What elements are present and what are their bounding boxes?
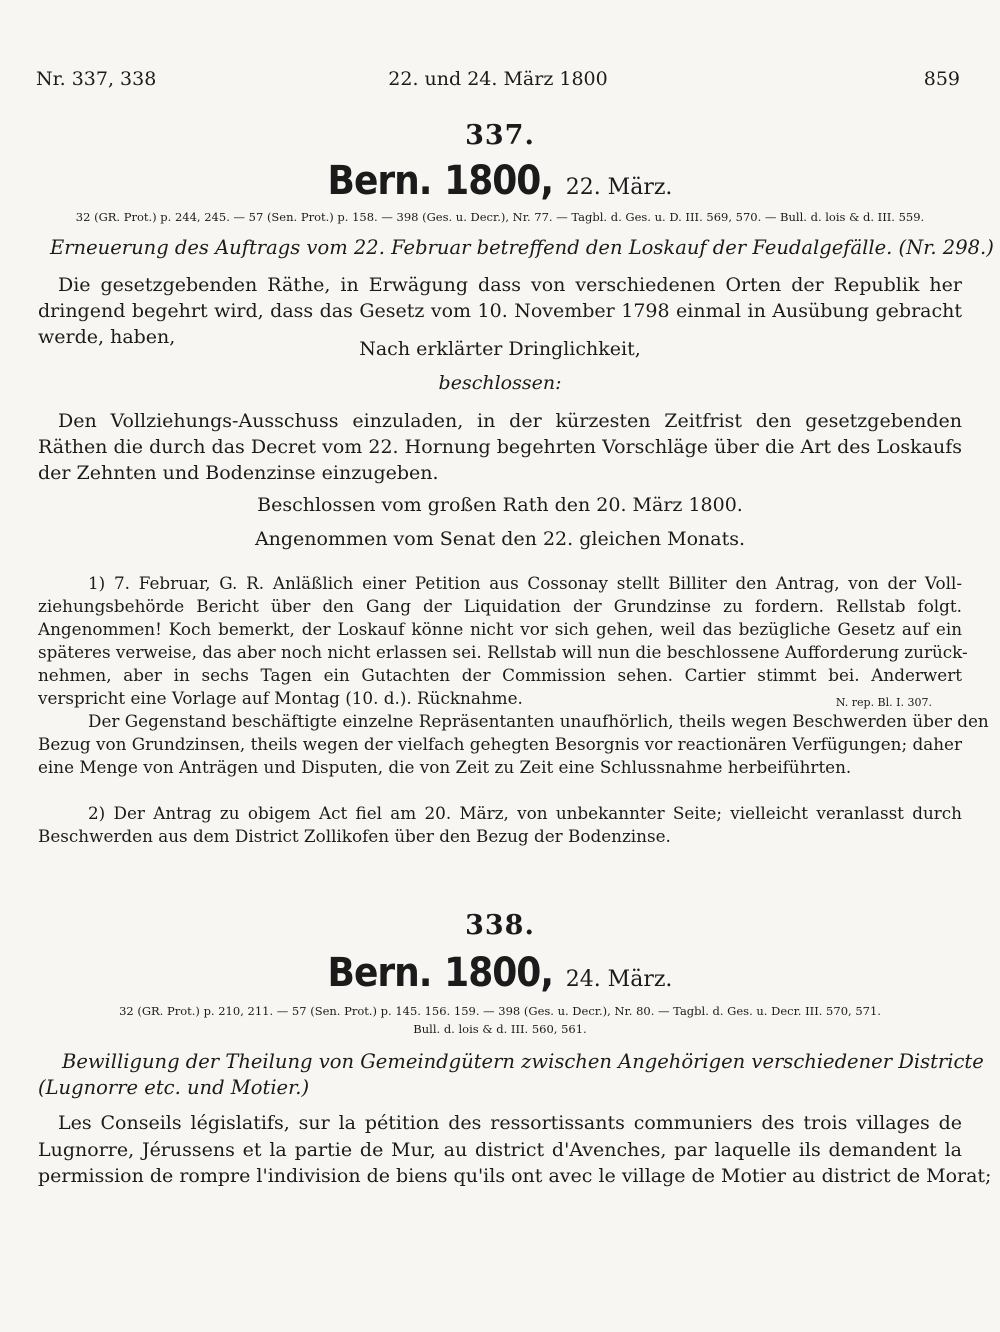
doc-338-text <box>38 1110 992 1190</box>
footnote-1-source: N. rep. Bl. I. 307. <box>835 696 932 709</box>
doc-337-place: Bern. <box>327 158 432 204</box>
doc-338-references-2: Bull. d. lois & d. III. 560, 561. <box>413 1022 587 1036</box>
doc-337-number: 337. <box>465 120 535 151</box>
doc-337-passed-senate: Angenommen vom Senat den 22. gleichen Monats. <box>254 528 746 550</box>
doc-337-date: 22. März. <box>565 175 673 200</box>
doc-338-number: 338. <box>465 910 535 941</box>
footnote-1-line: Angenommen! Koch bemerkt, der Loskauf könne nicht vor sich gehen, weil das bezügliche Gesetz auf ein <box>38 619 962 639</box>
doc-338-heading <box>0 950 1000 996</box>
footnote-2-line: Beschwerden aus dem District Zollikofen über den Bezug der Bodenzinse. <box>38 826 671 846</box>
doc-338-subject-line-1: Bewilligung der Theilung von Gemeindgütern zwischen Angehörigen verschiedener Districte <box>62 1050 984 1073</box>
footnote-1-line: nehmen, aber in sechs Tagen ein Gutachten der Commission sehen. Cartier stimmt bei. Anderwert <box>38 665 962 685</box>
doc-338-subject-line-2: (Lugnorre etc. und Motier.) <box>38 1076 310 1099</box>
doc-337-footnote-2 <box>38 802 962 848</box>
doc-337-heading <box>0 158 1000 204</box>
header-dates: 22. und 24. März 1800 <box>388 68 608 90</box>
doc-337-decree: Den Vollziehungs-Ausschuss einzuladen, in der kürzesten Zeitfrist den gesetzgebenden Räthen die durch das Decret vom 22. Hornung begehrten Vorschläge über die Art des Loskaufs der Zehnten und Bodenzinse einzugeben. <box>38 410 962 484</box>
doc-338-year: 1800, <box>444 950 553 996</box>
doc-338-references-1: 32 (GR. Prot.) p. 210, 211. — 57 (Sen. Prot.) p. 145. 156. 159. — 398 (Ges. u. Decr.), Nr. 80. — Tagbl. d. Ges. u. Decr. III. 570, 571. <box>119 1004 881 1018</box>
doc-338-text-line: Les Conseils législatifs, sur la pétition des ressortissants communiers des trois villages de <box>58 1112 962 1134</box>
doc-337-year: 1800, <box>444 158 553 204</box>
doc-337-urgency: Nach erklärter Dringlichkeit, <box>359 338 641 360</box>
doc-338-place: Bern. <box>327 950 432 996</box>
footnote-1b-line: Bezug von Grundzinsen, theils wegen der vielfach gehegten Besorgnis vor reactionären Verfügungen; daher <box>38 734 962 754</box>
footnote-2-line: 2) Der Antrag zu obigem Act fiel am 20. März, von unbekannter Seite; vielleicht veranlasst durch <box>88 803 962 823</box>
doc-338-text-line: Lugnorre, Jérussens et la partie de Mur, au district d'Avenches, par laquelle ils demandent la <box>38 1138 962 1161</box>
doc-337-intro: Die gesetzgebenden Räthe, in Erwägung dass von verschiedenen Orten der Republik her dringend begehrt wird, dass das Gesetz vom 10. November 1798 einmal in Ausübung gebracht werde, haben, <box>38 274 962 348</box>
footnote-1-line: späteres verweise, das aber noch nicht erlassen sei. Rellstab will nun die beschlossene Aufforderung zurück- <box>38 642 968 662</box>
footnote-1-line: 1) 7. Februar, G. R. Anläßlich einer Petition aus Cossonay stellt Billiter den Antrag, von der Voll- <box>88 573 962 593</box>
doc-337-references: 32 (GR. Prot.) p. 244, 245. — 57 (Sen. Prot.) p. 158. — 398 (Ges. u. Decr.), Nr. 77. — Tagbl. d. Ges. u. D. III. 569, 570. — Bull. d. lois & d. III. 559. <box>75 210 925 224</box>
doc-337-footnote-1 <box>38 572 989 779</box>
page-number: 859 <box>923 68 960 90</box>
page-header <box>36 68 960 94</box>
footnote-1-line: ziehungsbehörde Bericht über den Gang der Liquidation der Grundzinse zu fordern. Rellstab folgt. <box>38 596 962 616</box>
doc-337-subject: Erneuerung des Auftrags vom 22. Februar betreffend den Loskauf der Feudalgefälle. (Nr. 298.) <box>50 236 994 259</box>
doc-337-resolved: beschlossen: <box>438 372 562 394</box>
footnote-1-line: verspricht eine Vorlage auf Montag (10. d.). Rücknahme. <box>38 688 523 708</box>
doc-338-date: 24. März. <box>565 967 673 992</box>
header-document-numbers: Nr. 337, 338 <box>36 68 157 90</box>
doc-338-text-line: permission de rompre l'indivision de biens qu'ils ont avec le village de Motier au district de Morat; <box>38 1165 992 1187</box>
footnote-1-last-line <box>38 687 962 710</box>
footnote-1b-line: Der Gegenstand beschäftigte einzelne Repräsentanten unaufhörlich, theils wegen Beschwerden über den <box>88 711 989 731</box>
doc-337-passed-great-council: Beschlossen vom großen Rath den 20. März 1800. <box>257 494 743 516</box>
footnote-1b-line: eine Menge von Anträgen und Disputen, die von Zeit zu Zeit eine Schlussnahme herbeiführten. <box>38 757 852 777</box>
